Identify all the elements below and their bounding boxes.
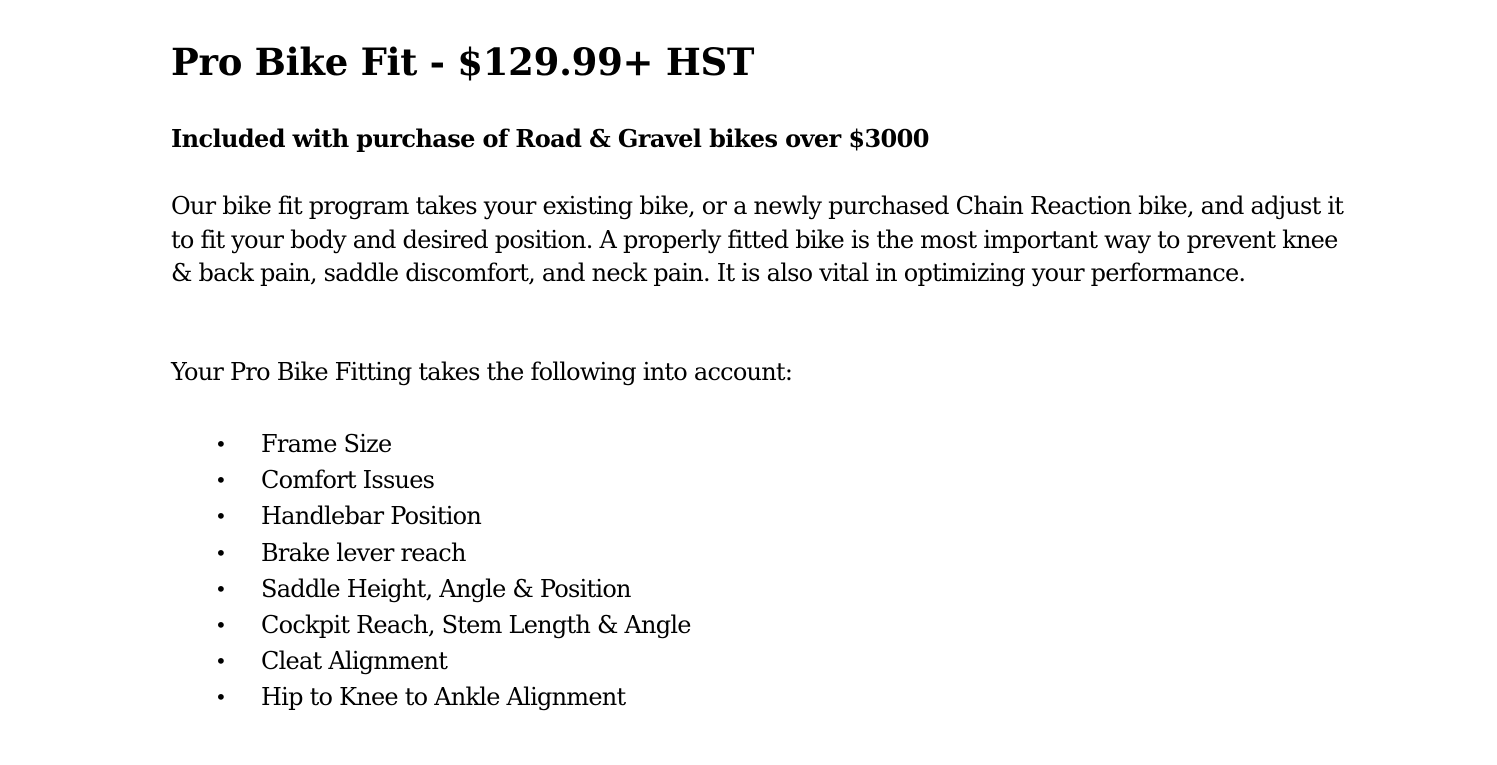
bullet-icon: • (215, 432, 227, 456)
list-lead-text: Your Pro Bike Fitting takes the following into account: (171, 358, 793, 386)
bullet-icon: • (215, 504, 227, 529)
feature-label: Cockpit Reach, Stem Length & Angle (261, 610, 691, 639)
bullet-icon: • (215, 612, 227, 637)
bullet-icon: • (215, 685, 227, 710)
feature-label: Frame Size (261, 430, 392, 458)
bullet-icon: • (215, 576, 227, 601)
page-title: Pro Bike Fit - $129.99+ HST (171, 40, 755, 84)
bullet-icon: • (215, 540, 227, 565)
page-subtitle: Included with purchase of Road & Gravel bikes over $3000 (171, 124, 929, 153)
feature-label: Saddle Height, Angle & Position (261, 574, 631, 603)
bullet-icon: • (215, 649, 227, 674)
bullet-icon: • (215, 468, 227, 493)
feature-label: Handlebar Position (261, 502, 482, 531)
intro-paragraph: Our bike fit program takes your existing bike, or a newly purchased Chain Reaction bike, and adjust it to fit your body and desired position. A properly fitted bike is the most important way to prevent knee & back pain, saddle discomfort, and neck pain. It is also vital in optimizing your performance. (171, 192, 1344, 287)
feature-label: Comfort Issues (261, 466, 435, 495)
feature-label: Hip to Knee to Ankle Alignment (261, 683, 626, 712)
feature-label: Cleat Alignment (261, 647, 448, 676)
feature-label: Brake lever reach (261, 538, 466, 567)
